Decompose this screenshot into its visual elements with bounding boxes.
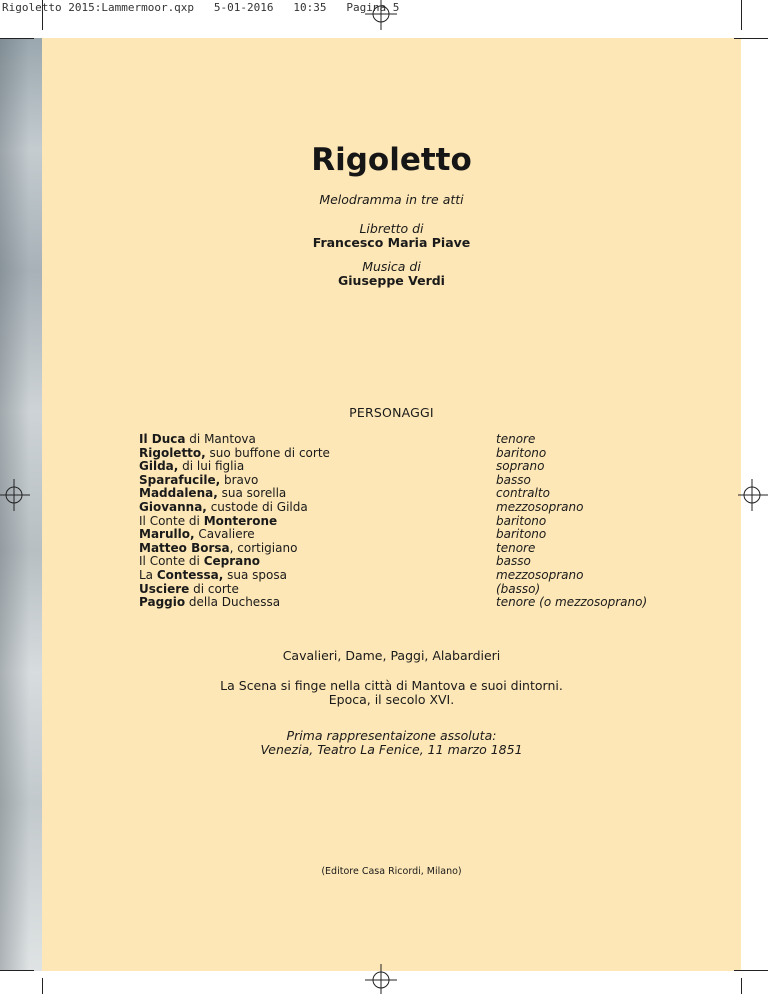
print-slug-line: Rigoletto 2015:Lammermoor.qxp 5-01-2016 10:35 Pagina 5: [2, 1, 400, 14]
cast-role: Marullo, Cavaliere: [139, 527, 255, 542]
cast-row: [139, 569, 659, 583]
cast-row: [139, 583, 659, 597]
premiere-label: Prima rappresentaizone assoluta:: [286, 728, 497, 743]
publisher-note: (Editore Casa Ricordi, Milano): [321, 866, 462, 877]
cast-row: [139, 555, 659, 569]
cast-role: Sparafucile, bravo: [139, 472, 259, 487]
cast-voice: mezzosoprano: [496, 499, 584, 514]
music-label: Musica di: [362, 259, 421, 274]
cast-role: Maddalena, sua sorella: [139, 486, 287, 501]
cast-row: [139, 433, 659, 447]
cast-role: Matteo Borsa, cortigiano: [139, 540, 298, 555]
libretto-label: Libretto di: [359, 221, 424, 236]
cast-row: [139, 596, 659, 610]
cast-row: [139, 474, 659, 488]
opera-subtitle: Melodramma in tre atti: [319, 192, 464, 207]
cast-role: Rigoletto, suo buffone di corte: [139, 445, 330, 460]
stone-texture-strip: [0, 38, 42, 971]
scene-setting-line: La Scena si finge nella città di Mantova e suoi dintorni.: [220, 678, 563, 693]
cast-voice: baritono: [496, 527, 547, 542]
cast-role: Il Duca di Mantova: [139, 432, 256, 446]
cast-row: [139, 460, 659, 474]
cast-list: [139, 433, 659, 610]
cast-role: Il Conte di Monterone: [139, 513, 278, 528]
cast-row: [139, 501, 659, 515]
cast-role: La Contessa, sua sposa: [139, 567, 287, 582]
librettist-name: Francesco Maria Piave: [312, 235, 471, 250]
cast-voice: (basso): [496, 581, 541, 596]
cast-role: Gilda, di lui figlia: [139, 459, 245, 474]
cast-voice: tenore (o mezzosoprano): [496, 595, 648, 610]
cast-role: Usciere di corte: [139, 581, 239, 596]
cast-role: Paggio della Duchessa: [139, 595, 281, 610]
extras-line: Cavalieri, Dame, Paggi, Alabardieri: [282, 648, 501, 663]
cast-voice: soprano: [496, 459, 545, 474]
opera-title: Rigoletto: [311, 142, 472, 178]
cast-voice: mezzosoprano: [496, 567, 584, 582]
cast-row: [139, 528, 659, 542]
cast-voice: basso: [496, 554, 531, 569]
cast-row: [139, 447, 659, 461]
cast-voice: tenore: [496, 540, 536, 555]
cast-voice: baritono: [496, 445, 547, 460]
premiere-details: Venezia, Teatro La Fenice, 11 marzo 1851: [260, 742, 523, 757]
cast-role: Giovanna, custode di Gilda: [139, 499, 308, 514]
cast-voice: baritono: [496, 513, 547, 528]
cast-heading: PERSONAGGI: [349, 405, 434, 420]
cast-row: [139, 487, 659, 501]
scene-epoch-line: Epoca, il secolo XVI.: [328, 692, 455, 707]
cast-voice: contralto: [496, 486, 550, 501]
cast-voice: basso: [496, 472, 531, 487]
cast-role: Il Conte di Ceprano: [139, 554, 261, 569]
cast-voice: tenore: [496, 432, 536, 446]
cast-row: [139, 542, 659, 556]
cast-row: [139, 515, 659, 529]
composer-name: Giuseppe Verdi: [338, 273, 445, 288]
